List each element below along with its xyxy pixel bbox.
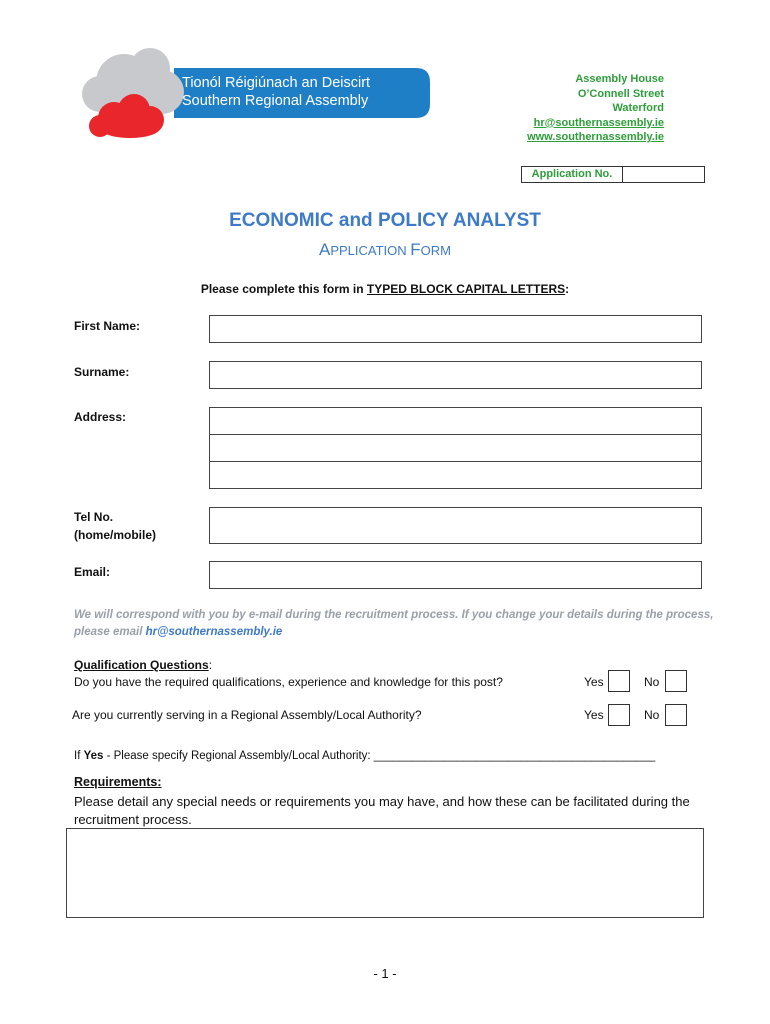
subtitle-part: PPLICATION [330,243,411,258]
logo-line-english: Southern Regional Assembly [182,93,369,109]
instruction-emphasis: TYPED BLOCK CAPITAL LETTERS [366,282,566,296]
question-1-no-label: No [644,675,660,689]
tel-label-line-1: Tel No. [74,510,114,524]
email-field[interactable] [209,561,702,589]
subtitle-part: ORM [420,243,452,258]
if-yes-specify-line[interactable] [74,748,655,764]
address-line-3-field[interactable] [209,461,702,489]
address-line-1: Assembly House [575,73,664,85]
instruction-prefix: Please complete this form in [200,282,367,296]
tel-label-line-2: (home/mobile) [74,528,157,542]
if-yes-prompt: - Please specify Regional Assembly/Local Authority: ____________________________________________ [103,750,656,762]
note-text: We will correspond with you by e-mail during the recruitment process. If you change your details during the process, please email [74,609,714,638]
question-1-yes-label: Yes [584,675,604,689]
correspondence-note [74,607,714,641]
address-block [527,72,664,145]
question-2-no-label: No [644,708,660,722]
instruction-suffix: : [565,282,570,296]
subtitle-part: A [318,240,331,259]
question-1-yes-checkbox[interactable] [608,670,630,692]
first-name-label: First Name: [74,319,141,333]
form-subtitle [0,240,770,260]
address-line-2: O’Connell Street [577,87,664,100]
application-number-field[interactable] [623,167,704,182]
requirements-description: Please detail any special needs or requirements you may have, and how these can be facilitated during the recruitment process. [74,794,690,827]
note-email-link[interactable]: hr@southernassembly.ie [145,626,283,638]
if-yes-emphasis: Yes [83,750,104,762]
address-line-2-field[interactable] [209,434,702,462]
email-label: Email: [74,565,111,579]
question-2-text: Are you currently serving in a Regional Assembly/Local Authority? [72,708,422,722]
logo-line-irish: Tionól Réigiúnach an Deiscirt [182,75,371,91]
qualification-heading-suffix: : [208,658,213,672]
address-line-1-field[interactable] [209,407,702,435]
address-line-3: Waterford [612,102,664,115]
question-2-yes-checkbox[interactable] [608,704,630,726]
subtitle-part: F [410,240,421,259]
form-instruction [0,282,770,296]
organisation-logo [78,46,438,142]
tel-label [74,508,156,544]
requirements-field[interactable] [66,828,704,918]
address-email-link[interactable]: hr@southernassembly.ie [533,116,664,129]
address-website-link[interactable]: www.southernassembly.ie [527,131,664,144]
surname-label: Surname: [74,365,130,379]
form-title: ECONOMIC and POLICY ANALYST [229,210,541,231]
application-number-box [521,166,705,183]
application-number-label: Application No. [522,167,623,182]
qualification-heading-text: Qualification Questions [74,658,209,672]
question-2-yes-label: Yes [584,708,604,722]
requirements-heading: Requirements: [74,775,162,789]
address-label: Address: [74,410,127,424]
question-1-text: Do you have the required qualifications, experience and knowledge for this post? [74,675,503,689]
first-name-field[interactable] [209,315,702,343]
tel-field[interactable] [209,507,702,544]
if-prefix: If [74,750,84,762]
qualification-heading [74,657,212,673]
question-1-no-checkbox[interactable] [665,670,687,692]
question-2-no-checkbox[interactable] [665,704,687,726]
page-number: - 1 - [373,966,397,981]
surname-field[interactable] [209,361,702,389]
